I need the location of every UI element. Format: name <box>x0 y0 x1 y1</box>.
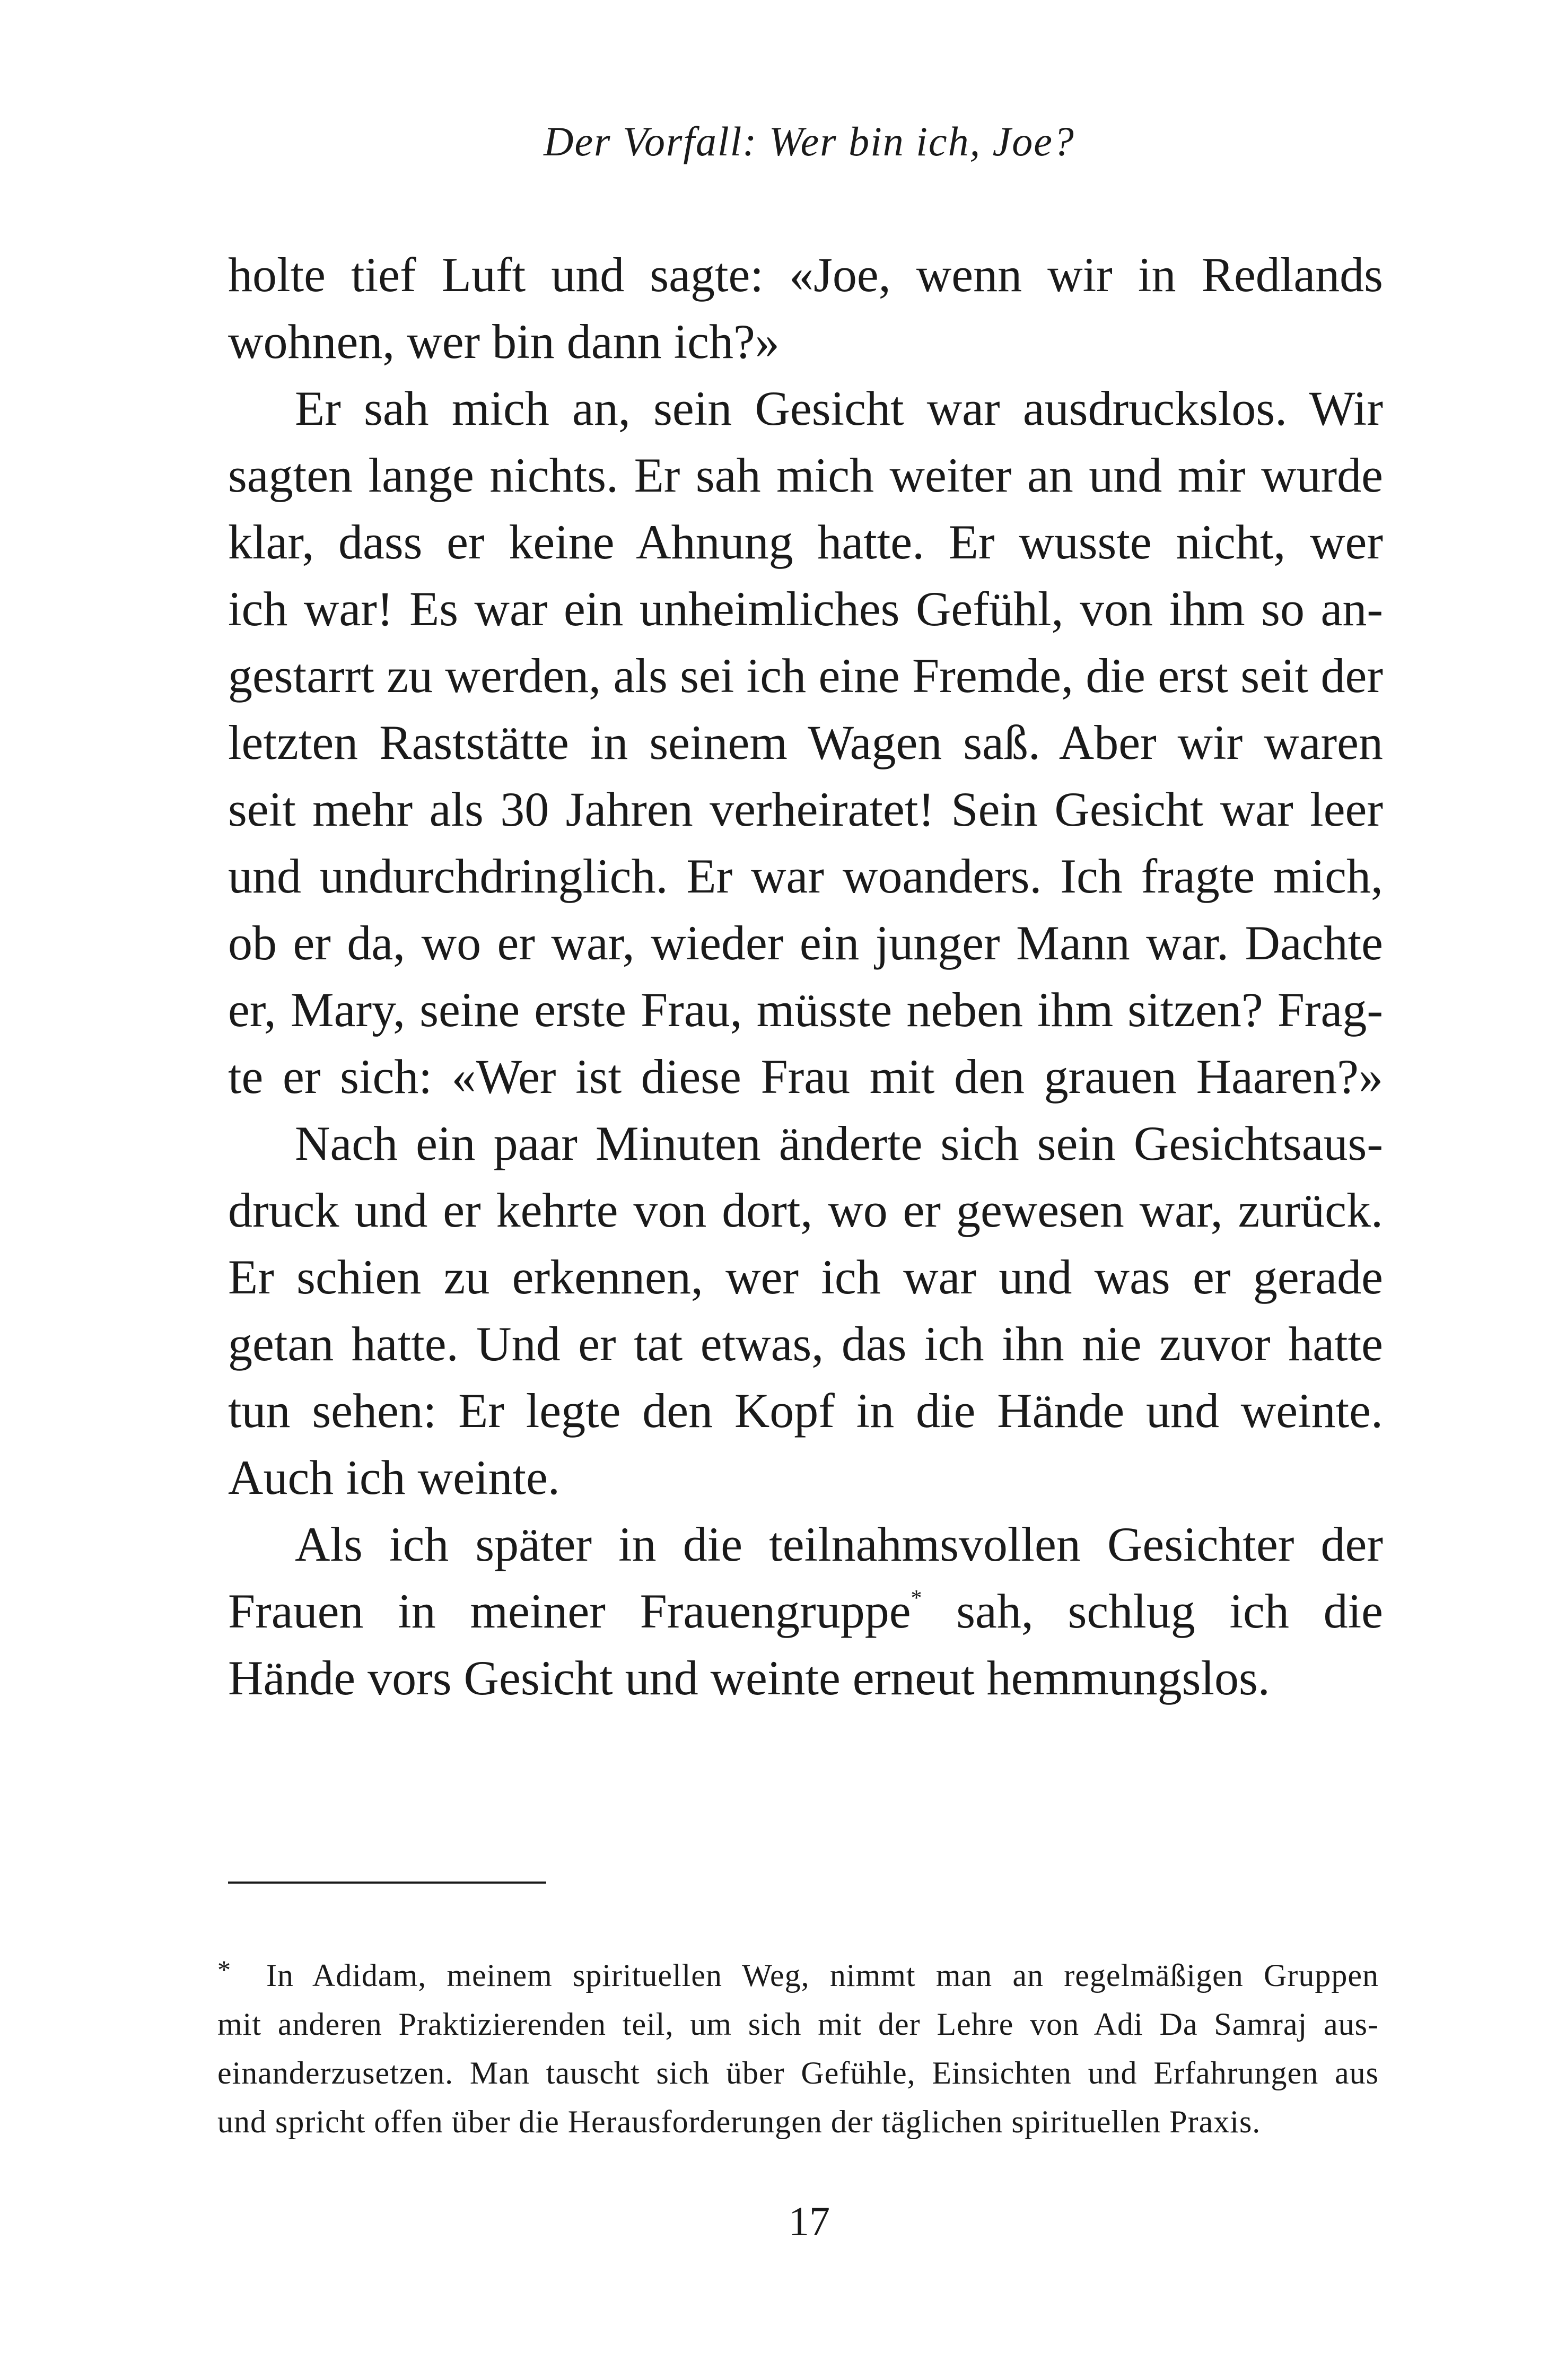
text-line: klar, dass er keine Ahnung hatte. Er wusste nicht, wer <box>228 515 1383 569</box>
text-line: tun sehen: Er legte den Kopf in die Hände und weinte. <box>228 1384 1383 1438</box>
text-line: Auch ich weinte. <box>228 1450 560 1504</box>
footnote-text: In Adidam, meinem spirituellen Weg, nimmt man an regelmäßigen Gruppen <box>266 1958 1379 1993</box>
footnote-line <box>217 1945 1379 2000</box>
paragraph <box>228 1511 1383 1711</box>
footnote-line: einanderzusetzen. Man tauscht sich über Gefühle, Einsichten und Erfahrungen aus <box>217 2055 1379 2090</box>
text-line: ich war! Es war ein unheimliches Gefühl, von ihm so an- <box>228 582 1383 636</box>
page-number: 17 <box>789 2198 830 2244</box>
footnote-reference[interactable]: * <box>911 1586 922 1611</box>
paragraph <box>228 1110 1383 1511</box>
text-fragment: sah, schlug ich die <box>922 1584 1383 1638</box>
paragraph <box>228 375 1383 1110</box>
text-line: holte tief Luft und sagte: «Joe, wenn wir in Redlands <box>228 248 1383 302</box>
body-text <box>228 241 1383 1711</box>
text-line: druck und er kehrte von dort, wo er gewesen war, zurück. <box>228 1183 1383 1237</box>
footnote-line: mit anderen Praktizierenden teil, um sich mit der Lehre von Adi Da Samraj aus- <box>217 2007 1379 2042</box>
footnote-divider <box>228 1882 546 1884</box>
text-line: sagten lange nichts. Er sah mich weiter an und mir wurde <box>228 448 1383 502</box>
text-line: wohnen, wer bin dann ich?» <box>228 314 780 369</box>
text-fragment: Frauen in meiner Frauengruppe <box>228 1584 911 1638</box>
text-line: Er sah mich an, sein Gesicht war ausdruckslos. Wir <box>295 381 1383 435</box>
text-line: te er sich: «Wer ist diese Frau mit den grauen Haaren?» <box>228 1049 1383 1104</box>
text-line: Hände vors Gesicht und weinte erneut hemmungslos. <box>228 1651 1270 1705</box>
text-line: Er schien zu erkennen, wer ich war und was er gerade <box>228 1250 1383 1304</box>
text-line: Als ich später in die teilnahmsvollen Gesichter der <box>295 1517 1383 1571</box>
text-line: und undurchdringlich. Er war woanders. Ich fragte mich, <box>228 849 1383 903</box>
paragraph <box>228 241 1383 375</box>
footnote-marker: * <box>217 1955 231 1984</box>
text-line: letzten Raststätte in seinem Wagen saß. Aber wir waren <box>228 715 1383 769</box>
text-line: gestarrt zu werden, als sei ich eine Fremde, die erst seit der <box>228 649 1383 703</box>
running-head: Der Vorfall: Wer bin ich, Joe? <box>544 118 1075 164</box>
footnote-line: und spricht offen über die Herausforderungen der täglichen spirituellen Praxis. <box>217 2104 1261 2139</box>
text-line: getan hatte. Und er tat etwas, das ich ihn nie zuvor hatte <box>228 1317 1383 1371</box>
text-line: seit mehr als 30 Jahren verheiratet! Sein Gesicht war leer <box>228 782 1383 836</box>
footnote <box>217 1945 1379 2146</box>
text-line: er, Mary, seine erste Frau, müsste neben ihm sitzen? Frag- <box>228 983 1383 1037</box>
text-line: Nach ein paar Minuten änderte sich sein Gesichtsaus- <box>295 1116 1383 1170</box>
text-line <box>228 1578 1383 1644</box>
text-line: ob er da, wo er war, wieder ein junger Mann war. Dachte <box>228 916 1383 970</box>
